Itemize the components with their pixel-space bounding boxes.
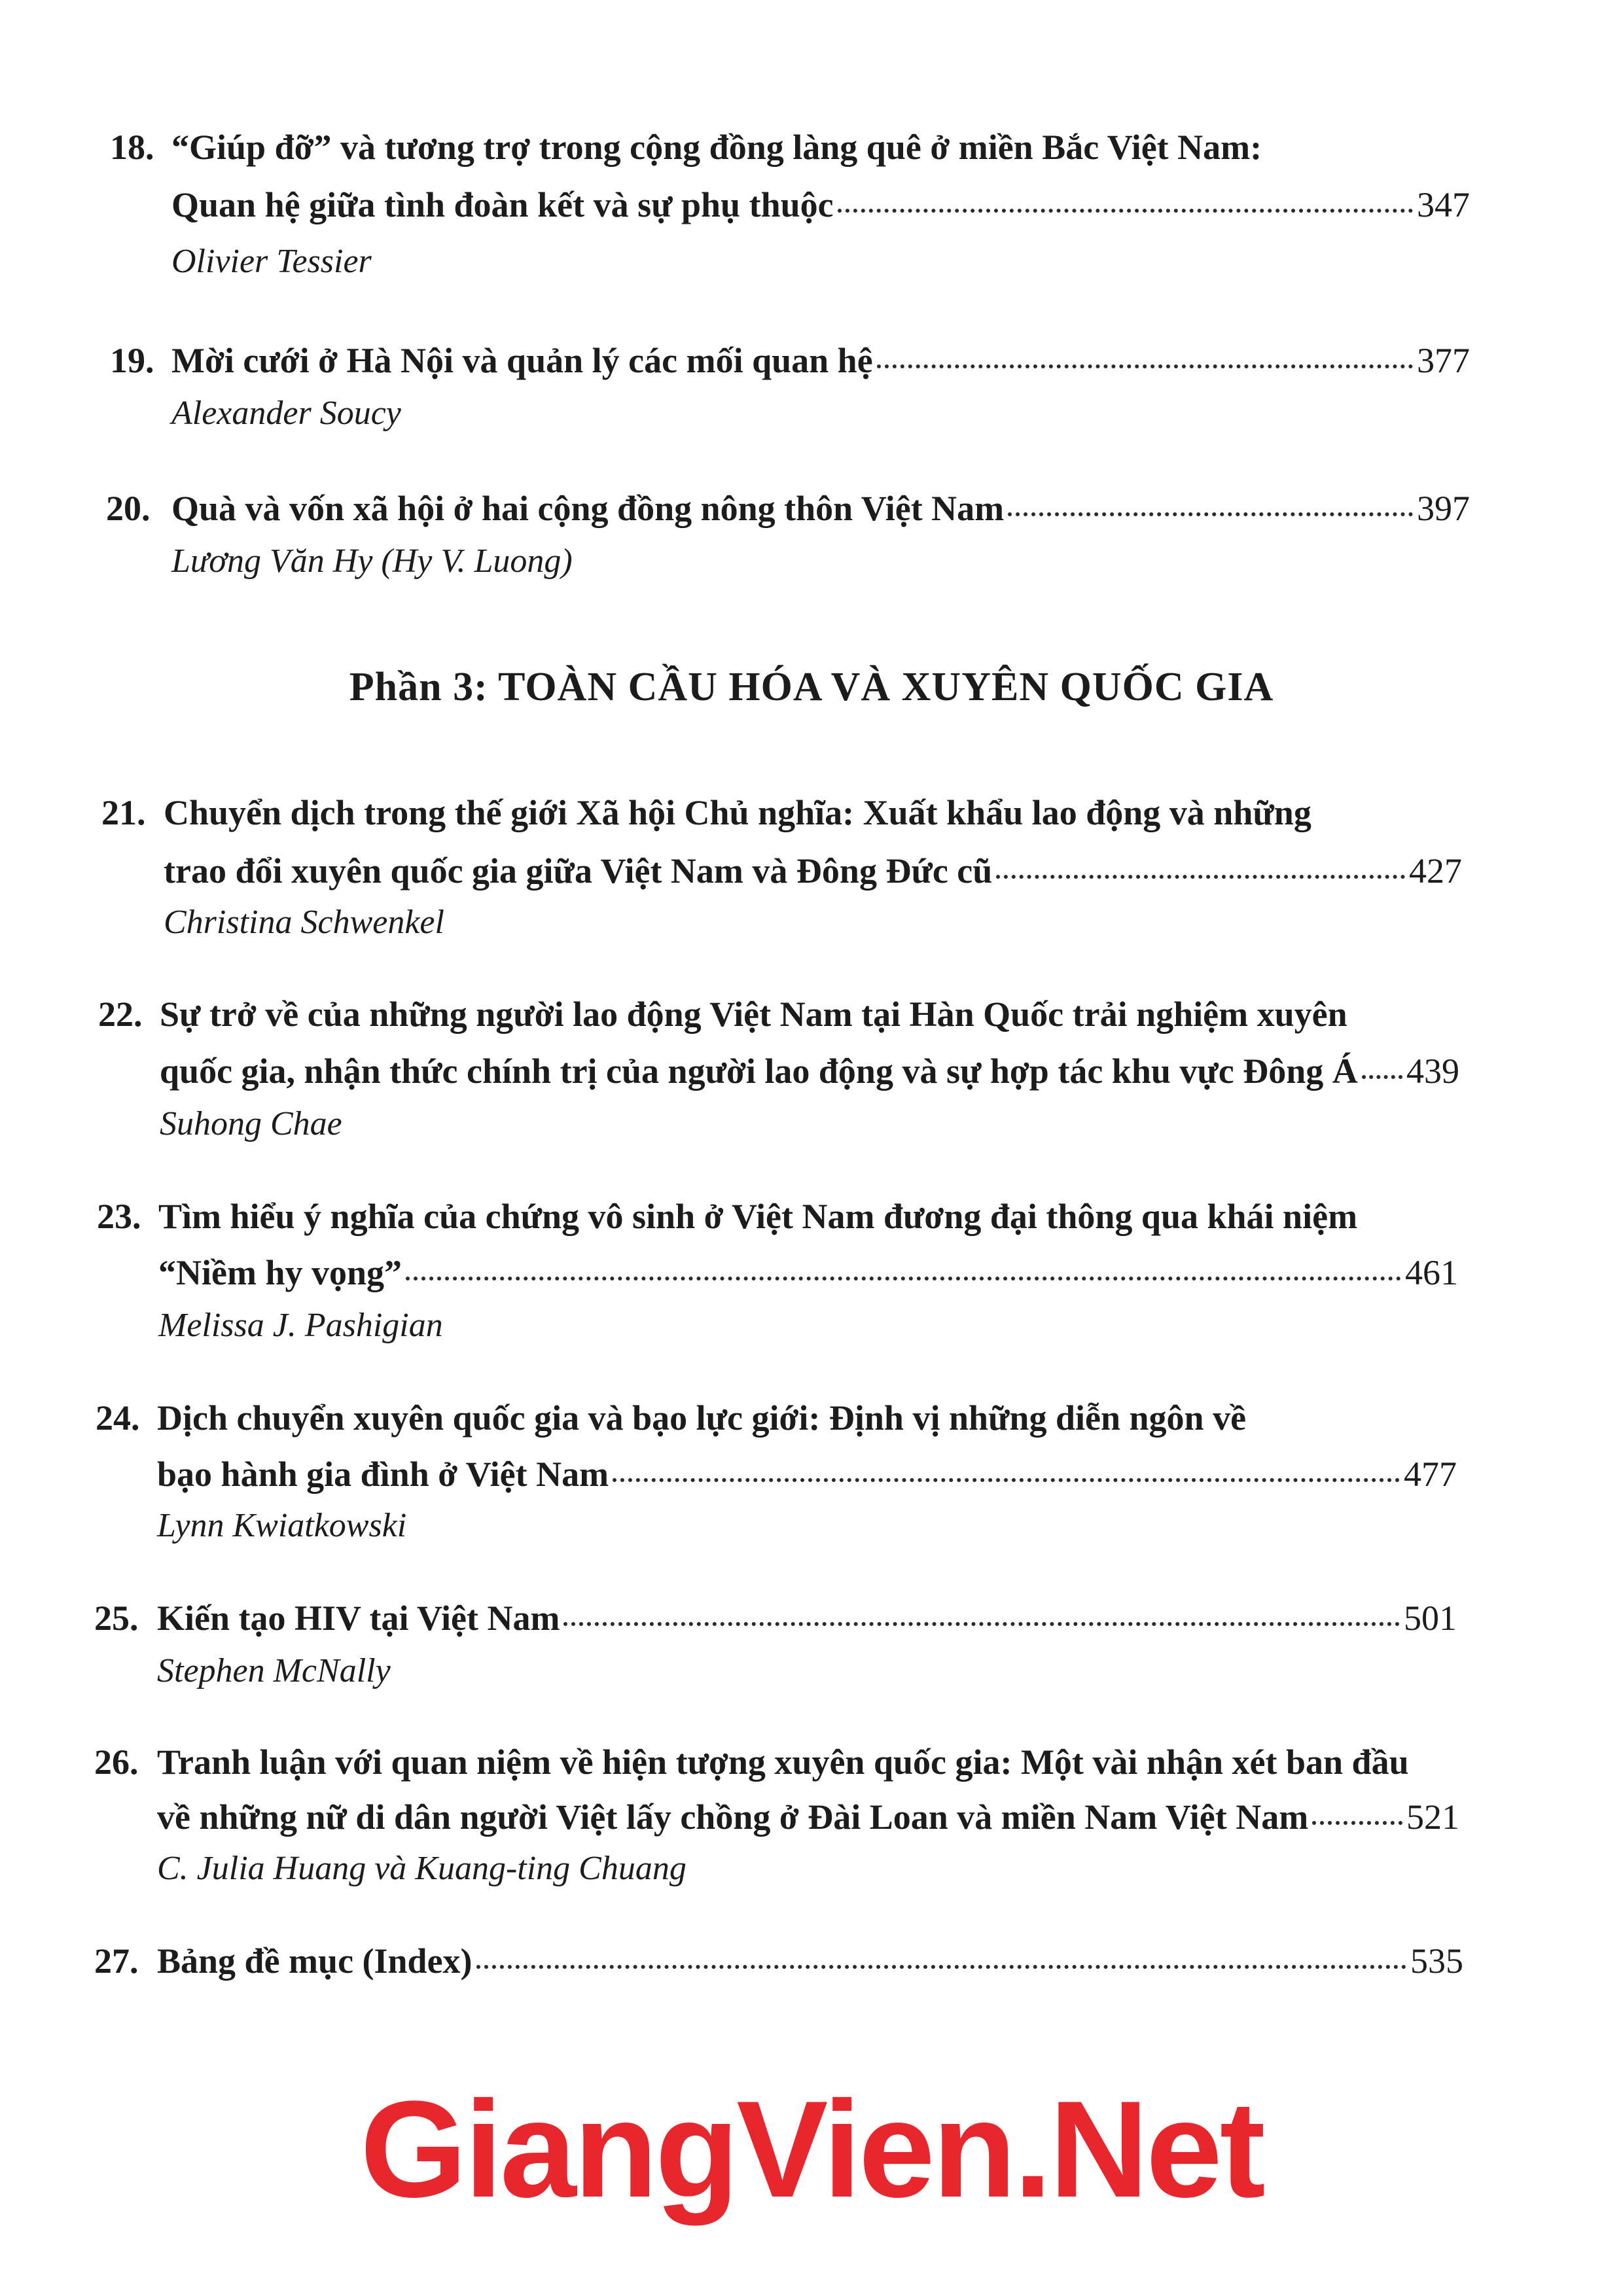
entry-title-line: Tranh luận với quan niệm về hiện tượng xuyên quốc gia: Một vài nhận xét ban đầu bbox=[157, 1742, 1409, 1782]
entry-page-number: 427 bbox=[1409, 851, 1462, 891]
entry-page-number: 377 bbox=[1417, 341, 1470, 380]
entry-number: 23. bbox=[97, 1197, 141, 1236]
entry-author: Lương Văn Hy (Hy V. Luong) bbox=[171, 542, 573, 580]
dot-leader bbox=[1312, 1821, 1402, 1825]
entry-author: C. Julia Huang và Kuang-ting Chuang bbox=[157, 1850, 687, 1887]
entry-number: 19. bbox=[110, 341, 154, 380]
entry-page-number: 521 bbox=[1406, 1797, 1459, 1837]
entry-number: 24. bbox=[96, 1398, 140, 1438]
entry-author: Alexander Soucy bbox=[171, 395, 401, 432]
entry-number: 26. bbox=[94, 1742, 139, 1782]
section-heading: Phần 3: TOÀN CẦU HÓA VÀ XUYÊN QUỐC GIA bbox=[349, 665, 1274, 709]
entry-title-line: “Giúp đỡ” và tương trợ trong cộng đồng làng quê ở miền Bắc Việt Nam: bbox=[171, 128, 1262, 167]
entry-page-number: 397 bbox=[1417, 489, 1470, 528]
entry-title-line: về những nữ di dân người Việt lấy chồng ở Đài Loan và miền Nam Việt Nam bbox=[157, 1797, 1309, 1837]
dot-leader bbox=[996, 875, 1405, 879]
entry-number: 25. bbox=[94, 1598, 139, 1638]
dot-leader bbox=[1362, 1075, 1402, 1079]
entry-title-line: Quà và vốn xã hội ở hai cộng đồng nông thôn Việt Nam bbox=[171, 489, 1005, 528]
entry-page-number: 461 bbox=[1405, 1253, 1458, 1292]
entry-author: Suhong Chae bbox=[160, 1105, 342, 1142]
entry-number: 21. bbox=[101, 793, 146, 832]
entry-page-number: 439 bbox=[1406, 1051, 1459, 1091]
dot-leader bbox=[563, 1622, 1400, 1626]
entry-page-number: 501 bbox=[1404, 1598, 1457, 1638]
entry-title-line: Quan hệ giữa tình đoàn kết và sự phụ thuộc bbox=[171, 185, 834, 224]
entry-title-line: “Niềm hy vọng” bbox=[158, 1253, 402, 1292]
dot-leader bbox=[1008, 512, 1413, 516]
entry-title-line: trao đổi xuyên quốc gia giữa Việt Nam và Đông Đức cũ bbox=[164, 851, 993, 891]
entry-author: Christina Schwenkel bbox=[164, 904, 444, 941]
dot-leader bbox=[613, 1478, 1400, 1482]
entry-author: Olivier Tessier bbox=[171, 243, 372, 280]
entry-page-number: 535 bbox=[1410, 1941, 1463, 1981]
dot-leader bbox=[877, 364, 1413, 368]
entry-number: 20. bbox=[106, 489, 151, 528]
entry-author: Lynn Kwiatkowski bbox=[157, 1507, 407, 1544]
entry-title-line: Kiến tạo HIV tại Việt Nam bbox=[157, 1598, 560, 1638]
entry-page-number: 477 bbox=[1404, 1455, 1457, 1494]
entry-title-line: Chuyển dịch trong thế giới Xã hội Chủ nghĩa: Xuất khẩu lao động và những bbox=[164, 793, 1311, 832]
dot-leader bbox=[406, 1277, 1401, 1280]
entry-author: Stephen McNally bbox=[157, 1652, 391, 1689]
entry-title-line: quốc gia, nhận thức chính trị của người lao động và sự hợp tác khu vực Đông Á bbox=[160, 1051, 1358, 1091]
watermark-logo: GiangVien.Net bbox=[360, 2072, 1263, 2226]
entry-page-number: 347 bbox=[1417, 185, 1470, 224]
entry-number: 18. bbox=[110, 128, 154, 167]
dot-leader bbox=[476, 1965, 1406, 1969]
dot-leader bbox=[838, 209, 1413, 213]
entry-title-line: Sự trở về của những người lao động Việt Nam tại Hàn Quốc trải nghiệm xuyên bbox=[160, 995, 1347, 1034]
entry-title-line: Tìm hiểu ý nghĩa của chứng vô sinh ở Việt Nam đương đại thông qua khái niệm bbox=[158, 1197, 1358, 1236]
entry-title-line: Bảng đề mục (Index) bbox=[157, 1941, 473, 1981]
entry-number: 22. bbox=[98, 995, 143, 1034]
entry-number: 27. bbox=[94, 1941, 139, 1981]
entry-title-line: Mời cưới ở Hà Nội và quản lý các mối quan hệ bbox=[171, 341, 873, 380]
entry-author: Melissa J. Pashigian bbox=[158, 1307, 443, 1344]
entry-title-line: bạo hành gia đình ở Việt Nam bbox=[157, 1455, 609, 1494]
entry-title-line: Dịch chuyển xuyên quốc gia và bạo lực giới: Định vị những diễn ngôn về bbox=[157, 1398, 1247, 1438]
